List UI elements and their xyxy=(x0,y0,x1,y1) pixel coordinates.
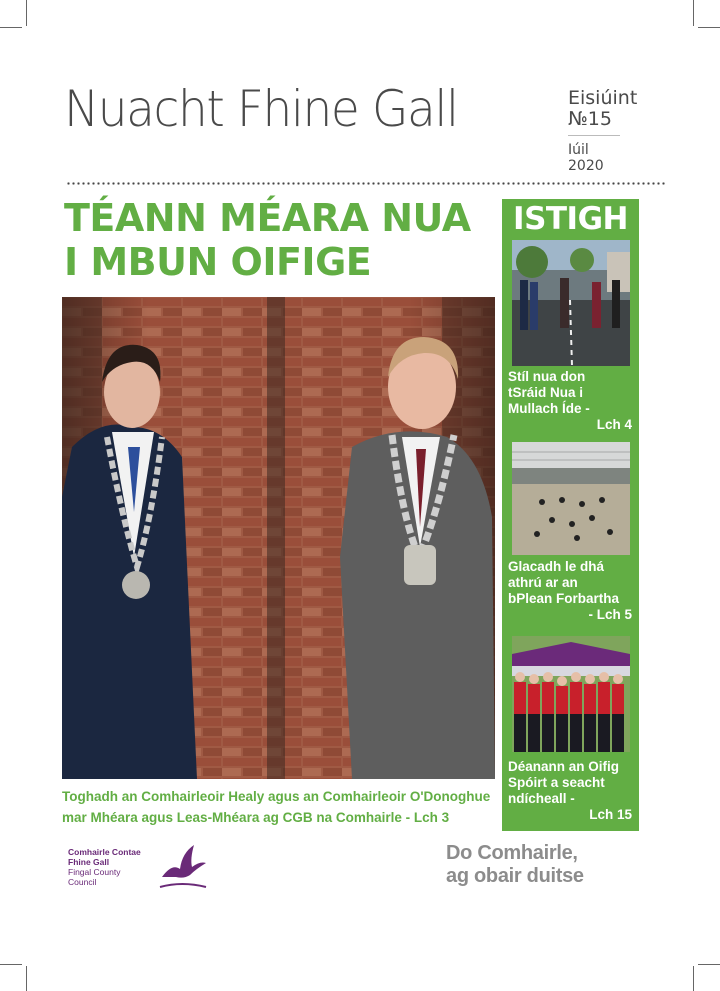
sidebar-title: ISTIGH xyxy=(513,201,628,237)
crop-mark-tl-v xyxy=(26,0,27,26)
council-name-line3: Fingal County xyxy=(68,867,121,877)
caption-line2: mar Mhéara agus Leas-Mhéara ag CGB na Comhairle - Lch 3 xyxy=(62,810,450,825)
crop-mark-tr-v xyxy=(693,0,694,26)
crop-mark-bl-h xyxy=(0,964,22,965)
issue-label: Eisiúint xyxy=(568,87,638,109)
sidebar-item-2[interactable] xyxy=(508,559,636,623)
headline-line1: TÉANN MÉARA NUA xyxy=(64,196,471,240)
sidebar-item-1-line3: Mullach Íde - xyxy=(508,401,590,416)
sidebar-item-3-page: Lch 15 xyxy=(589,807,632,822)
dotted-divider xyxy=(66,182,666,185)
sidebar-item-3[interactable] xyxy=(508,759,636,823)
sidebar-item-1[interactable] xyxy=(508,369,636,433)
slogan-line2: ag obair duitse xyxy=(446,865,584,887)
caption-line1: Toghadh an Comhairleoir Healy agus an Comhairleoir O'Donoghue xyxy=(62,789,491,804)
thumb-street xyxy=(512,240,630,366)
sidebar-item-1-line1: Stíl nua don xyxy=(508,369,586,384)
crop-mark-tl-h xyxy=(0,27,22,28)
crop-mark-tr-h xyxy=(698,27,720,28)
sidebar-istigh xyxy=(502,199,639,831)
masthead-title: Nuacht Fhine Gall xyxy=(64,80,458,138)
sidebar-item-3-line2: Spóirt a seacht xyxy=(508,775,605,790)
crop-mark-br-v xyxy=(693,966,694,991)
sidebar-item-1-page: Lch 4 xyxy=(596,417,632,432)
thumb-sports-team xyxy=(512,636,630,752)
sidebar-item-3-line1: Déanann an Oifig xyxy=(508,759,620,774)
issue-divider xyxy=(568,135,620,136)
main-caption xyxy=(62,786,502,828)
thumb-hall xyxy=(512,442,630,555)
issue-number: №15 xyxy=(568,108,612,130)
sidebar-item-2-page: - Lch 5 xyxy=(588,607,632,622)
council-name xyxy=(68,847,141,887)
headline xyxy=(64,196,504,284)
sidebar-item-3-line3: ndícheall - xyxy=(508,791,575,806)
slogan xyxy=(446,842,584,888)
council-logo xyxy=(68,843,218,903)
main-photo xyxy=(62,297,495,779)
slogan-line1: Do Comhairle, xyxy=(446,842,578,864)
issue-info xyxy=(568,88,638,174)
council-name-line4: Council xyxy=(68,877,97,887)
crop-mark-bl-v xyxy=(26,966,27,991)
sidebar-item-2-line2: athrú ar an xyxy=(508,575,578,590)
headline-line2: I MBUN OIFIGE xyxy=(64,240,372,284)
sidebar-item-1-line2: tSráid Nua i xyxy=(508,385,584,400)
crop-mark-br-h xyxy=(698,964,720,965)
bird-logo-icon xyxy=(158,843,208,895)
council-name-line1: Comhairle Contae xyxy=(68,847,141,857)
council-name-line2: Fhine Gall xyxy=(68,857,110,867)
sidebar-item-2-line1: Glacadh le dhá xyxy=(508,559,605,574)
issue-month: Iúil xyxy=(568,142,589,158)
issue-year: 2020 xyxy=(568,158,604,174)
sidebar-item-2-line3: bPlean Forbartha xyxy=(508,591,620,606)
